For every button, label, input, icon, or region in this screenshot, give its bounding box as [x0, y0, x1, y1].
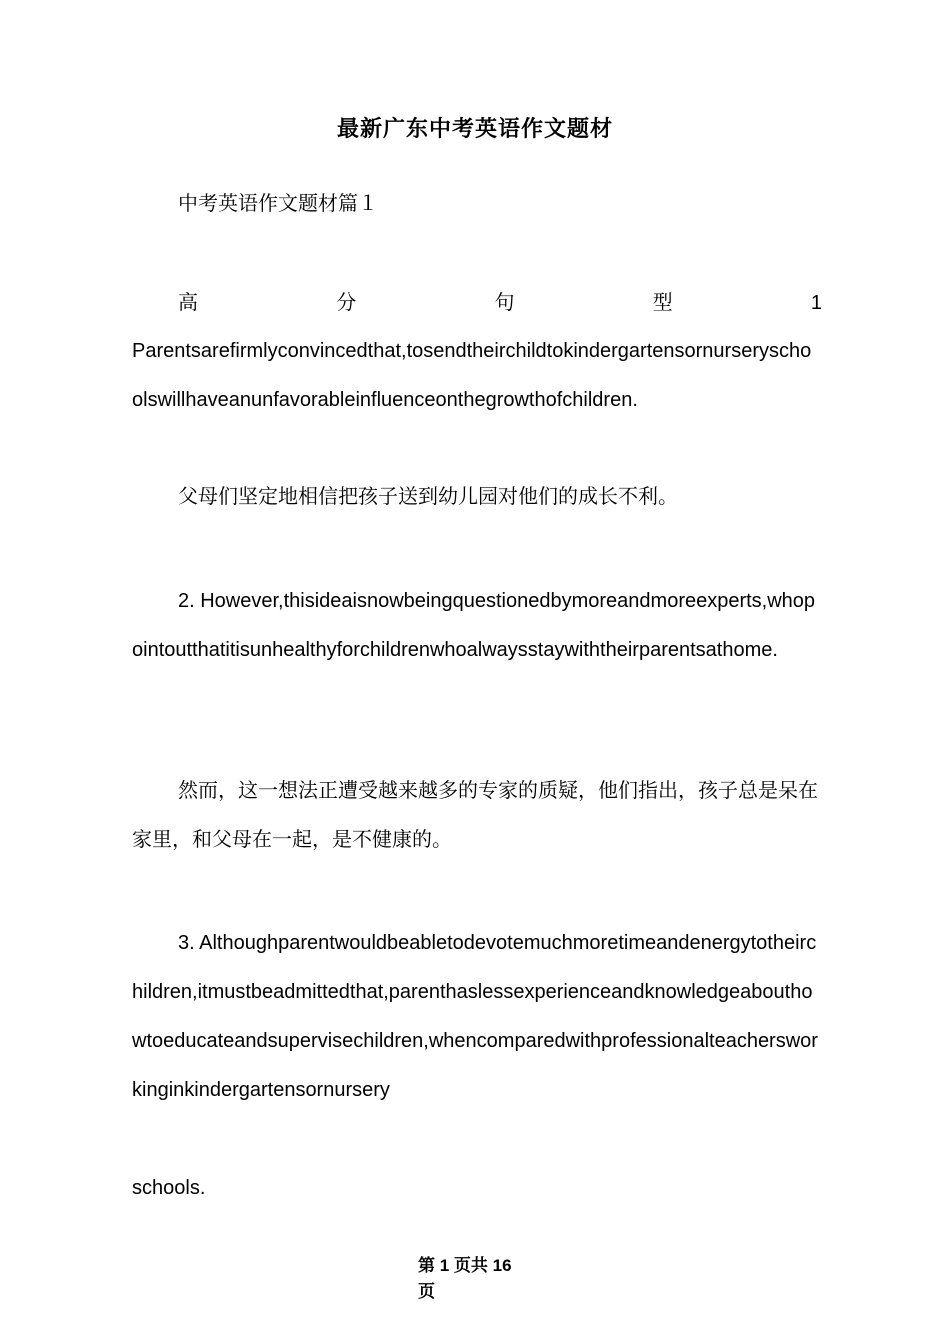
page-number-line-1: 第 1 页共 16 [418, 1256, 512, 1275]
paragraph-3-english: 3. Althoughparentwouldbeabletodevotemuchmoretimeandenergytotheirchildren,itmustbeadmittedthat,parenthaslessexperienceandknowledgeabouthowtoeducateandsupervisechildren,whencomparedwithprofessionalteachersworkinginkindergartensornursery [132, 932, 818, 1101]
paragraph-2-chinese: 然而，这一想法正遭受越来越多的专家的质疑，他们指出，孩子总是呆在家里，和父母在一起，是不健康的。 [132, 780, 818, 851]
heading-char: 1 [810, 292, 822, 314]
high-score-heading [132, 283, 822, 323]
heading-char: 句 [494, 292, 515, 314]
page-footer [418, 1253, 538, 1305]
paragraph-1-chinese: 父母们坚定地相信把孩子送到幼儿园对他们的成长不利。 [178, 486, 678, 508]
heading-char: 高 [178, 292, 198, 314]
section-heading: 中考英语作文题材篇１ [178, 193, 378, 215]
heading-char: 分 [336, 292, 357, 314]
paragraph-2-english: 2. However,thisideaisnowbeingquestionedbymoreandmoreexperts,whopointoutthatitisunhealthyforchildrenwhoalwaysstaywiththeirparentsathome. [132, 590, 816, 661]
paragraph-3-tail: schools. [132, 1177, 206, 1199]
paragraph-1-english: Parentsarefirmlyconvincedthat,tosendtheirchildtokindergartensornurseryschoolswillhaveanunfavorableinfluenceonthegrowthofchildren. [132, 340, 812, 411]
page-number-line-2: 页 [418, 1282, 435, 1301]
heading-char: 型 [652, 292, 673, 314]
document-title: 最新广东中考英语作文题材 [336, 116, 613, 141]
